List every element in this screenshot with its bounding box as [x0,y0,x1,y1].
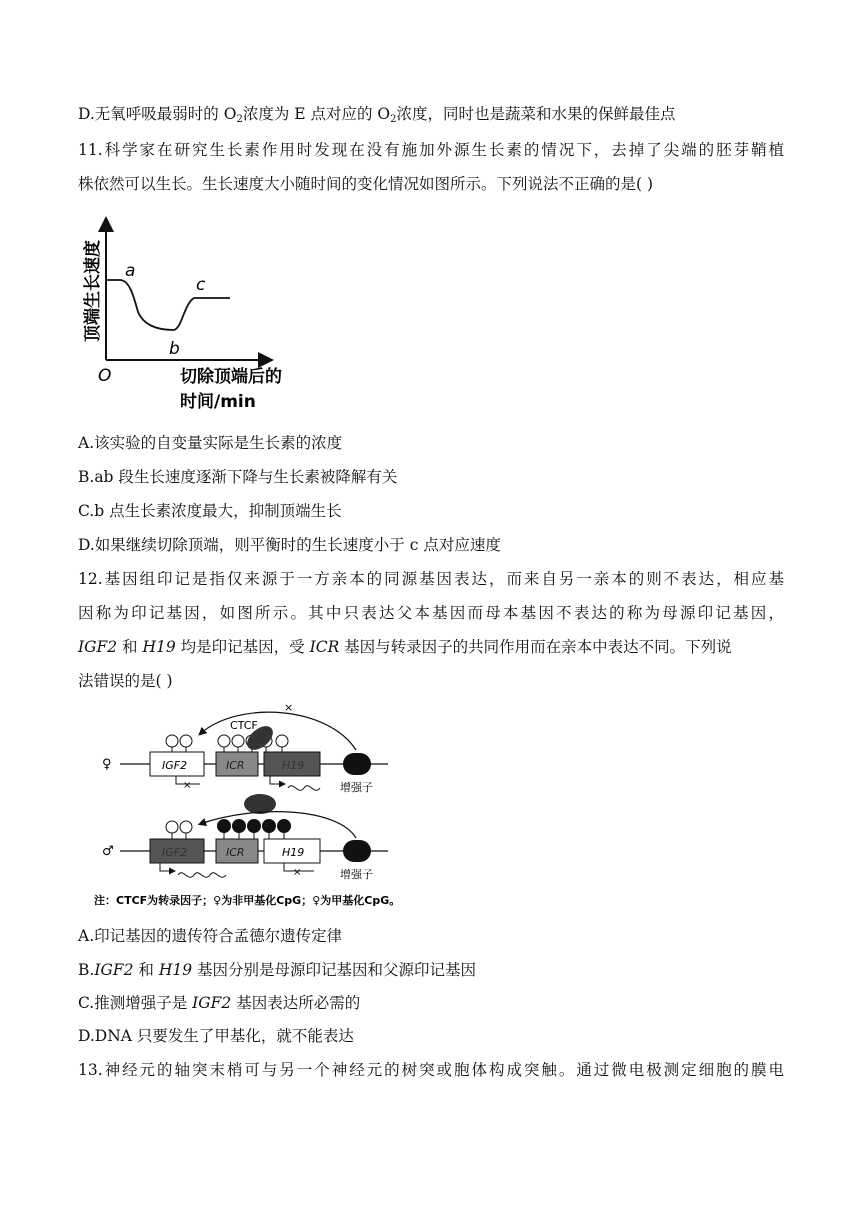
male-enhancer-label: 增强子 [340,868,373,881]
methylated-cpg [232,819,246,833]
male-igf2-label: IGF2 [162,846,188,859]
methylated-cpg [247,819,261,833]
gene-h19: H19 [142,638,176,656]
igf2-blocked-mark: × [183,780,192,791]
h19-blocked-mark: × [293,867,302,878]
q12-option-b-text: 基因分别是母源印记基因和父源印记基因 [192,961,476,979]
q12-stem-line-4: 法错误的是( ) [78,672,173,690]
q12-option-b-text: B. [78,961,95,979]
q12-stem-line-1: 12.基因组印记是指仅来源于一方亲本的同源基因表达，而来自另一亲本的则不表达，相应基 [78,570,784,588]
q11-option-a: A.该实验的自变量实际是生长素的浓度 [78,434,343,452]
q12-option-b-text: 和 [133,961,159,979]
unmethylated-cpg [180,735,192,747]
h19-transcript [288,786,320,791]
q11-option-c: C.b 点生长素浓度最大，抑制顶端生长 [78,502,342,520]
unmethylated-cpg [166,821,178,833]
methylated-cpg [277,819,291,833]
x-axis-label-line-1: 切除顶端后的 [180,367,282,387]
q12-stem-text: 和 [117,638,143,656]
q10-option-d-text-1: D.无氧呼吸最弱时的 O [78,105,237,123]
figure-note: 注：CTCF为转录因子；♀为非甲基化CpG；♀为甲基化CpG。 [94,894,401,907]
q12-option-b [78,959,476,981]
unmethylated-cpg [232,735,244,747]
female-symbol: ♀ [102,757,112,772]
q10-option-d [78,103,676,131]
q12-stem-line-2: 因称为印记基因，如图所示。其中只表达父本基因而母本基因不表达的称为母源印记基因， [78,604,784,622]
q10-option-d-text-3: 浓度，同时也是蔬菜和水果的保鲜最佳点 [396,105,676,123]
female-icr-label: ICR [226,759,245,772]
x-axis-label-line-2: 时间/min [180,392,256,412]
unmethylated-cpg [180,821,192,833]
q11-stem-line-1: 11.科学家在研究生长素作用时发现在没有施加外源生长素的情况下，去掉了尖端的胚芽鞘植 [78,141,784,159]
q12-stem-line-3 [78,636,732,658]
o2-subscript: 2 [236,114,243,125]
q11-stem-line-2: 株依然可以生长。生长速度大小随时间的变化情况如图所示。下列说法不正确的是( ) [78,175,654,193]
y-axis-label: 顶端生长速度 [83,240,103,342]
unmethylated-cpg [166,735,178,747]
q12-option-a: A.印记基因的遗传符合孟德尔遗传定律 [78,927,343,945]
male-icr-label: ICR [226,846,245,859]
point-b-label: b [169,339,180,359]
q11-option-b: B.ab 段生长速度逐渐下降与生长素被降解有关 [78,468,398,486]
male-symbol: ♂ [102,844,114,859]
methylated-cpg [217,819,231,833]
gene-igf2: IGF2 [192,994,232,1012]
q12-stem-text: 基因与转录因子的共同作用而在亲本中表达不同。下列说 [339,638,732,656]
female-h19-label: H19 [282,759,305,772]
gene-igf2: IGF2 [78,638,118,656]
growth-rate-curve [106,280,230,330]
male-h19-label: H19 [282,846,305,859]
q12-option-c [78,992,360,1014]
origin-label: O [98,366,112,386]
female-igf2-label: IGF2 [162,759,188,772]
q11-option-d: D.如果继续切除顶端，则平衡时的生长速度小于 c 点对应速度 [78,536,501,554]
gene-icr: ICR [309,638,340,656]
q12-option-c-text: 基因表达所必需的 [231,994,361,1012]
q13-stem-line-1: 13.神经元的轴突末梢可与另一个神经元的树突或胞体构成突触。通过微电极测定细胞的膜电 [78,1061,784,1079]
point-c-label: c [196,275,206,295]
gene-igf2: IGF2 [94,961,134,979]
male-enhancer [343,840,371,862]
gene-h19: H19 [158,961,193,979]
q12-option-c-text: C.推测增强子是 [78,994,193,1012]
o2-subscript: 2 [390,114,397,125]
methylated-cpg [262,819,276,833]
ctcf-label: CTCF [230,719,258,732]
igf2-transcript [178,873,226,878]
q12-imprinting-figure [88,700,448,912]
blocked-mark: × [284,701,294,714]
q12-option-d: D.DNA 只要发生了甲基化，就不能表达 [78,1027,354,1045]
female-enhancer [343,753,371,775]
q10-option-d-text-2: 浓度为 E 点对应的 O [242,105,391,123]
point-a-label: a [125,261,136,281]
q12-stem-text: 均是印记基因，受 [175,638,310,656]
unmethylated-cpg [276,735,288,747]
female-enhancer-label: 增强子 [340,781,373,794]
q11-growth-rate-figure [78,208,318,418]
unmethylated-cpg [218,735,230,747]
free-ctcf-factor [244,794,276,814]
